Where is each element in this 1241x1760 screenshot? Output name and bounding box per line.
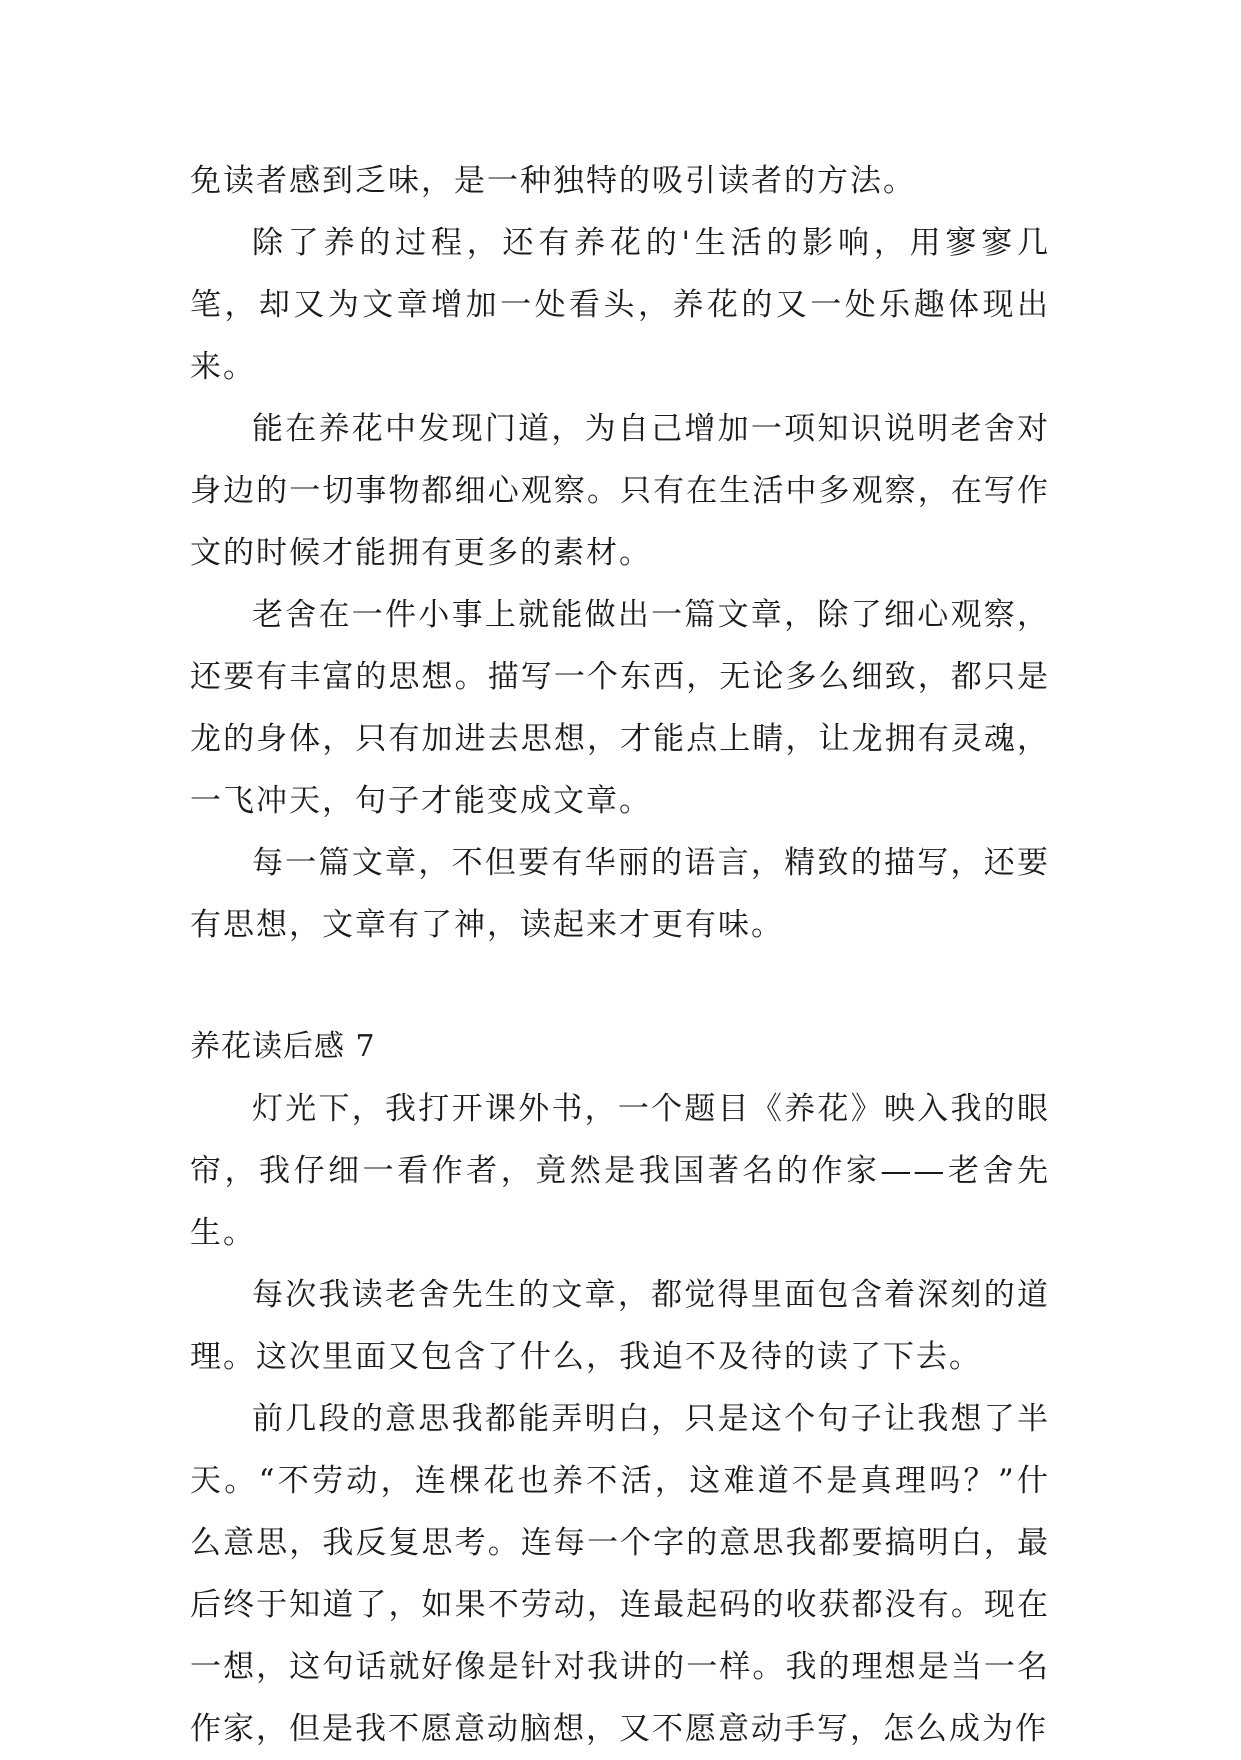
paragraph: 能在养花中发现门道，为自己增加一项知识说明老舍对身边的一切事物都细心观察。只有在生活中多观察，在写作文的时候才能拥有更多的素材。 bbox=[190, 411, 1050, 571]
paragraph: 前几段的意思我都能弄明白，只是这个句子让我想了半天。“不劳动，连棵花也养不活，这难道不是真理吗？”什么意思，我反复思考。连每一个字的意思我都要搞明白，最后终于知道了，如果不劳动，连最起码的收获都没有。现在一想，这句话就好像是针对我讲的一样。我的理想是当一名作家，但是我不愿意动脑想，又不愿意动手写，怎么成为作 bbox=[190, 1401, 1050, 1747]
paragraph: 每次我读老舍先生的文章，都觉得里面包含着深刻的道理。这次里面又包含了什么，我迫不及待的读了下去。 bbox=[190, 1277, 1050, 1375]
paragraph-continuation: 免读者感到乏味，是一种独特的吸引读者的方法。 bbox=[190, 163, 916, 199]
section-gap bbox=[190, 956, 1050, 1016]
paragraph: 每一篇文章，不但要有华丽的语言，精致的描写，还要有思想，文章有了神，读起来才更有味。 bbox=[190, 845, 1050, 943]
paragraph: 老舍在一件小事上就能做出一篇文章，除了细心观察，还要有丰富的思想。描写一个东西，无论多么细致，都只是龙的身体，只有加进去思想，才能点上睛，让龙拥有灵魂，一飞冲天，句子才能变成文章。 bbox=[190, 597, 1050, 819]
document-body bbox=[190, 150, 1050, 1760]
paragraph: 灯光下，我打开课外书，一个题目《养花》映入我的眼帘，我仔细一看作者，竟然是我国著名的作家——老舍先生。 bbox=[190, 1091, 1050, 1251]
paragraph: 除了养的过程，还有养花的'生活的影响，用寥寥几笔，却又为文章增加一处看头，养花的又一处乐趣体现出来。 bbox=[190, 225, 1050, 385]
section-title: 养花读后感 7 bbox=[190, 1029, 376, 1064]
